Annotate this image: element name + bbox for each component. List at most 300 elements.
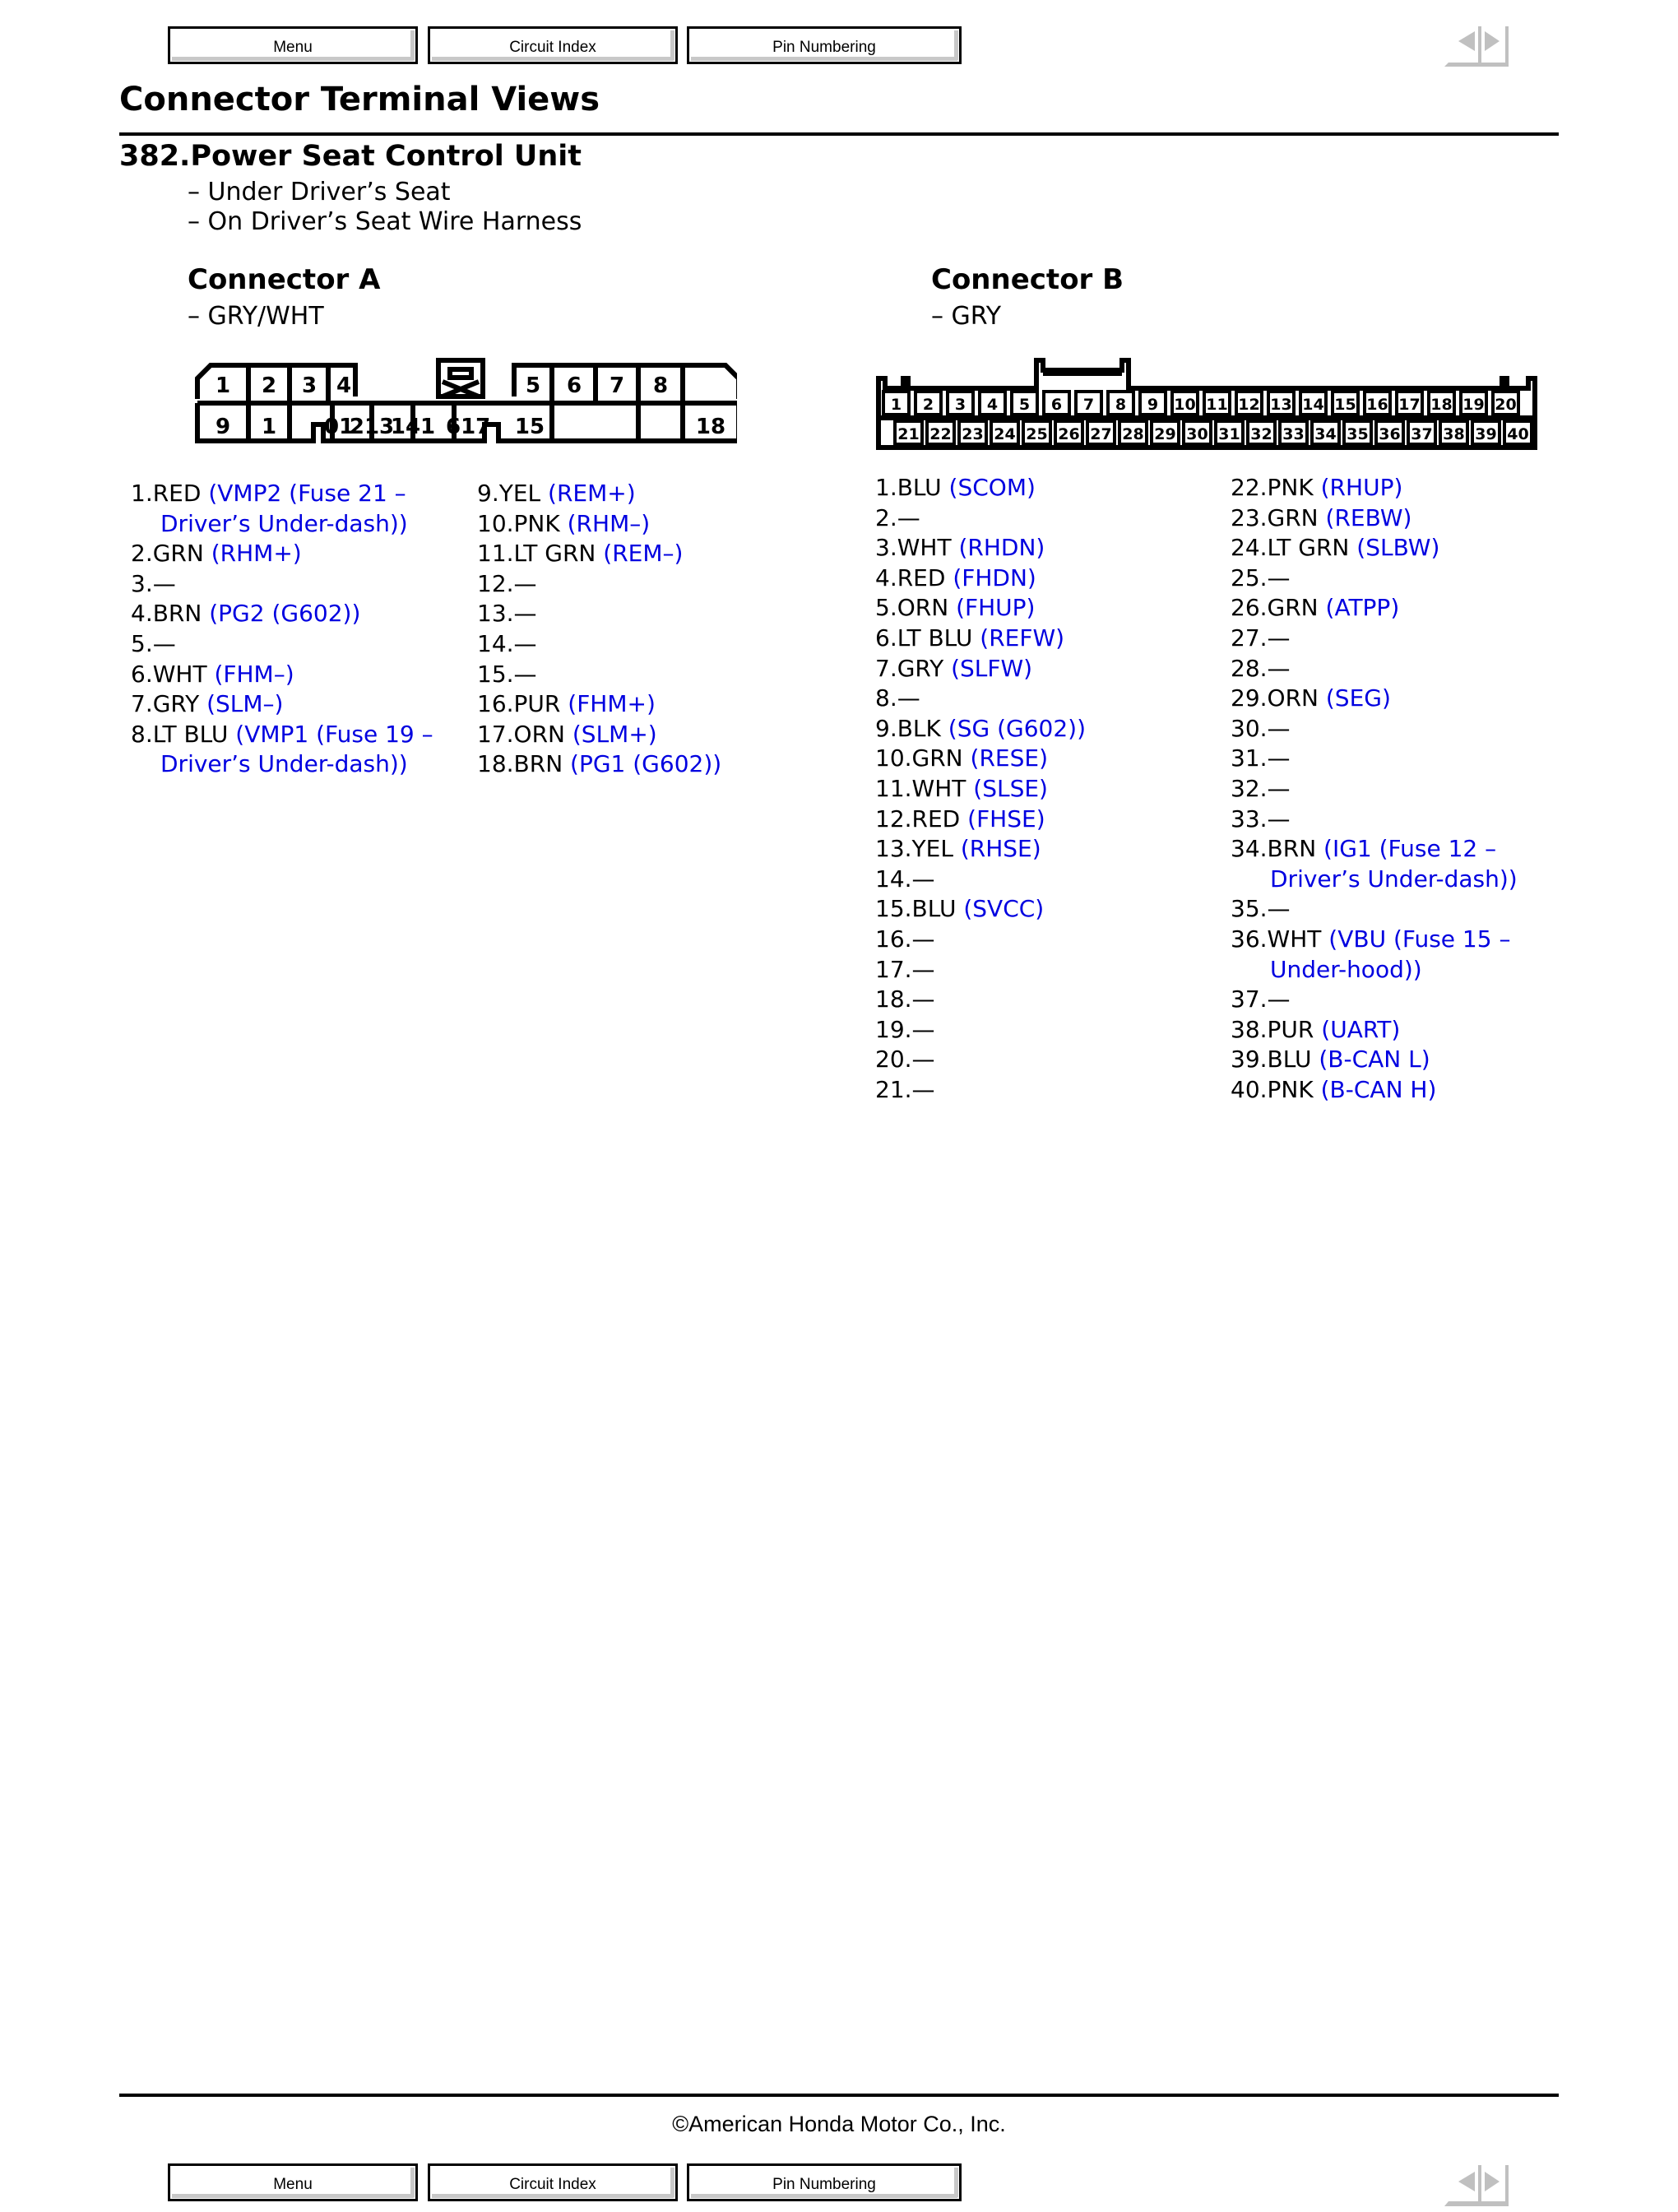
pin-row [477,539,721,569]
pin-row [1231,473,1518,503]
pin-row [131,660,433,690]
prev-arrow-icon[interactable] [1458,2172,1475,2191]
svg-text:14: 14 [1302,396,1324,414]
wire-color: BLK [897,714,941,742]
signal-name: (SLM+) [564,720,657,748]
signal-name: (SLM–) [199,690,284,718]
pin-row [1231,533,1518,563]
circuit-index-button-bottom[interactable] [428,2163,678,2201]
signal-name: (REM–) [596,540,684,568]
pin-number: 9. [477,480,499,507]
circuit-index-button-label: Circuit Index [509,2176,596,2193]
pin-numbering-button-bottom[interactable] [687,2163,962,2201]
signal-name: (FHSE) [960,805,1045,832]
pin-row [875,955,1086,985]
svg-text:15: 15 [514,415,545,439]
pager-control-bottom [1444,2160,1518,2206]
signal-name: (FHUP) [948,594,1036,622]
pin-row [875,834,1086,865]
pin-number: 21. [875,1075,912,1103]
pin-row [875,714,1086,744]
wire-color: LT BLU [152,720,229,748]
pin-number: 12. [477,569,514,597]
connector-a-pins-col2 [477,479,721,780]
svg-text:16: 16 [1366,396,1388,414]
wire-color: LT GRN [1267,534,1350,562]
pin-number: 25. [1231,563,1268,591]
svg-text:4: 4 [986,396,999,414]
pin-row [1231,684,1518,714]
wire-color: PNK [1267,474,1314,501]
svg-text:39: 39 [1475,425,1497,443]
pin-number: 18. [875,985,912,1013]
svg-text:3: 3 [301,373,318,398]
wire-color: — [911,1015,935,1043]
wire-color: ORN [1267,684,1319,712]
page-title: Connector Terminal Views [119,81,600,118]
pin-row [875,985,1086,1015]
signal-name: (VMP1 (Fuse 19 – [228,720,433,748]
pin-row [131,539,433,569]
pin-row [1231,1015,1518,1046]
svg-text:213: 213 [349,415,395,439]
wire-color: — [1267,805,1291,832]
pin-row [875,1045,1086,1075]
svg-text:9: 9 [215,415,231,439]
pin-number: 6. [131,660,153,688]
svg-text:19: 19 [1462,396,1485,414]
pin-number: 4. [875,563,897,591]
wire-color: GRY [897,654,944,682]
wire-color: GRN [1267,594,1319,622]
pin-number: 26. [1231,594,1268,622]
wire-color: — [911,865,935,893]
menu-button-label: Menu [273,2176,313,2193]
pin-number: 13. [875,835,912,863]
svg-text:10: 10 [1174,396,1196,414]
pin-row [1231,624,1518,654]
wire-color: LT GRN [513,540,596,568]
signal-name: (RHSE) [953,835,1041,863]
pin-number: 5. [875,594,897,622]
pin-number: 11. [477,540,514,568]
wire-color: — [911,1075,935,1103]
signal-name: (IG1 (Fuse 12 – [1316,835,1497,863]
svg-text:18: 18 [1430,396,1453,414]
connector-b-color: – GRY [931,302,1002,331]
svg-text:6: 6 [1050,396,1063,414]
svg-text:33: 33 [1282,425,1305,443]
pin-row [875,473,1086,503]
pager-control [1444,23,1518,69]
pin-number: 38. [1231,1015,1268,1043]
wire-color: — [152,629,176,657]
pin-row [477,629,721,660]
svg-text:7: 7 [1082,396,1095,414]
signal-name: (PG2 (G602)) [202,600,361,628]
wire-color: — [1267,985,1291,1013]
pin-row [875,1015,1086,1046]
svg-text:26: 26 [1058,425,1080,443]
signal-name: (SG (G602)) [940,714,1086,742]
wire-color: PNK [513,509,560,537]
pin-row [875,684,1086,714]
wire-color: YEL [498,480,541,507]
pin-number: 22. [1231,474,1268,501]
wire-color: BLU [1267,1046,1312,1074]
pin-row [131,599,433,629]
wire-color: — [1267,895,1291,923]
pin-number: 28. [1231,654,1268,682]
pin-row [477,509,721,540]
pin-number: 10. [875,744,912,772]
pin-row [1231,805,1518,835]
signal-continuation: Driver’s Under-dash)) [1270,865,1518,893]
pin-number: 36. [1231,925,1268,953]
svg-text:15: 15 [1334,396,1356,414]
pin-number: 17. [477,720,514,748]
pin-row [875,533,1086,563]
signal-name: (ATPP) [1318,594,1400,622]
signal-name: (B-CAN L) [1311,1046,1430,1074]
svg-text:12: 12 [1238,396,1260,414]
pin-number: 16. [477,690,514,718]
pin-row [131,629,433,660]
pin-numbering-button-label: Pin Numbering [772,39,876,56]
pin-row [875,894,1086,925]
location-1: – Under Driver’s Seat [188,178,451,206]
signal-name: (REBW) [1318,503,1412,531]
wire-color: — [1267,774,1291,802]
signal-name: (SLSE) [966,774,1048,802]
pin-number: 11. [875,774,912,802]
wire-color: BRN [513,750,563,778]
footer-divider [119,2094,1559,2097]
wire-color: — [1267,563,1291,591]
signal-name: (SVCC) [956,895,1045,923]
pin-number: 15. [477,660,514,688]
pin-number: 8. [875,684,897,712]
next-arrow-icon[interactable] [1485,2172,1500,2191]
pin-row [477,720,721,750]
signal-continuation: Under-hood)) [1270,955,1422,983]
pin-number: 27. [1231,624,1268,652]
signal-name: (REFW) [972,624,1065,652]
svg-text:5: 5 [1018,396,1031,414]
pin-number: 39. [1231,1046,1268,1074]
svg-text:20: 20 [1495,396,1517,414]
svg-text:8: 8 [1115,396,1127,414]
pin-number: 13. [477,600,514,628]
svg-text:24: 24 [994,425,1016,443]
connector-b-pins-col2 [1231,473,1518,1105]
pin-row [875,805,1086,835]
pin-number: 24. [1231,534,1268,562]
svg-text:1: 1 [215,373,231,398]
pin-row [1231,774,1518,805]
connector-b-pins-col1 [875,473,1086,1105]
wire-color: ORN [897,594,949,622]
pin-number: 30. [1231,714,1268,742]
svg-text:4: 4 [336,373,352,398]
pin-row [875,654,1086,684]
pin-number: 1. [875,474,897,501]
wire-color: — [513,629,537,657]
pin-number: 23. [1231,503,1268,531]
wire-color: — [897,503,920,531]
svg-text:11: 11 [1206,396,1228,414]
pin-number: 1. [131,480,153,507]
svg-text:8: 8 [652,373,669,398]
pin-row [875,624,1086,654]
signal-name: (RHM–) [559,509,651,537]
pin-number: 40. [1231,1075,1268,1103]
pin-number: 6. [875,624,897,652]
pin-number: 20. [875,1046,912,1074]
wire-color: GRN [152,540,204,568]
signal-name: (RHM+) [203,540,302,568]
svg-text:17: 17 [1398,396,1421,414]
circuit-index-button[interactable] [428,26,678,64]
pin-number: 5. [131,629,153,657]
pin-number: 32. [1231,774,1268,802]
signal-name: (VMP2 (Fuse 21 – [201,480,406,507]
svg-text:13: 13 [1270,396,1292,414]
connector-a-pins-col1 [131,479,433,780]
pin-row [1231,1075,1518,1106]
signal-name: (FHM–) [206,660,294,688]
connector-b-title: Connector B [931,263,1124,296]
pin-row [477,689,721,720]
signal-name: (SLFW) [943,654,1033,682]
component-heading: 382.Power Seat Control Unit [119,140,582,173]
title-divider [119,132,1559,136]
pin-numbering-button-label: Pin Numbering [772,2176,876,2193]
signal-name: (B-CAN H) [1313,1075,1437,1103]
svg-text:2: 2 [922,396,934,414]
pin-row [131,720,433,750]
signal-name: (FHDN) [945,563,1036,591]
bottom-navbar [0,2160,1678,2210]
svg-text:1: 1 [890,396,902,414]
svg-text:32: 32 [1250,425,1272,443]
wire-color: — [911,955,935,983]
pin-row [131,689,433,720]
pin-row [1231,744,1518,774]
svg-text:27: 27 [1090,425,1112,443]
svg-text:40: 40 [1507,425,1529,443]
svg-text:3: 3 [954,396,966,414]
location-2: – On Driver’s Seat Wire Harness [188,207,582,236]
pin-number: 31. [1231,744,1268,772]
pin-row [875,865,1086,895]
wire-color: RED [911,805,961,832]
pager-base [1444,63,1509,67]
pin-number: 2. [131,540,153,568]
wire-color: WHT [897,534,952,562]
signal-name: (UART) [1314,1015,1401,1043]
pin-number: 14. [477,629,514,657]
pin-row [1231,563,1518,594]
connector-a-title: Connector A [188,263,381,296]
pin-number: 9. [875,714,897,742]
wire-color: GRY [152,690,200,718]
pin-row [477,749,721,780]
signal-name: (SEG) [1318,684,1391,712]
copyright-text: ©American Honda Motor Co., Inc. [672,2112,1006,2136]
menu-button[interactable] [168,26,418,64]
wire-color: RED [897,563,946,591]
wire-color: LT BLU [897,624,973,652]
pin-row [875,1075,1086,1106]
pin-row [1231,1045,1518,1075]
wire-color: GRN [1267,503,1319,531]
connector-a-color: – GRY/WHT [188,302,324,331]
wire-color: WHT [911,774,966,802]
wire-color: — [513,660,537,688]
pin-row [131,569,433,600]
signal-name: (RHDN) [951,534,1045,562]
pin-number: 4. [131,600,153,628]
pin-row [875,744,1086,774]
pin-number: 10. [477,509,514,537]
wire-color: BRN [152,600,202,628]
pin-number: 19. [875,1015,912,1043]
menu-button-bottom[interactable] [168,2163,418,2201]
signal-name: (VBU (Fuse 15 – [1321,925,1511,953]
svg-text:23: 23 [962,425,984,443]
wire-color: — [911,925,935,953]
svg-text:29: 29 [1154,425,1176,443]
pin-row [477,569,721,600]
pager-divider [1478,2165,1481,2201]
signal-name: (PG1 (G602)) [563,750,722,778]
pin-number: 18. [477,750,514,778]
wire-color: — [152,569,176,597]
svg-text:1: 1 [261,415,277,439]
svg-text:2: 2 [261,373,277,398]
wire-color: WHT [1267,925,1322,953]
pin-numbering-button[interactable] [687,26,962,64]
pin-number: 17. [875,955,912,983]
wire-color: — [911,1046,935,1074]
signal-continuation: Driver’s Under-dash)) [160,509,408,537]
svg-text:25: 25 [1026,425,1048,443]
svg-text:36: 36 [1379,425,1401,443]
wire-color: GRN [911,744,963,772]
pin-number: 33. [1231,805,1268,832]
pin-number: 2. [875,503,897,531]
pin-number: 12. [875,805,912,832]
menu-button-label: Menu [273,39,313,56]
svg-text:30: 30 [1186,425,1208,443]
wire-color: YEL [911,835,953,863]
wire-color: WHT [152,660,207,688]
circuit-index-button-label: Circuit Index [509,39,596,56]
wire-color: PUR [1267,1015,1314,1043]
pin-row [875,503,1086,534]
pin-row [1231,925,1518,955]
pager-edge [1505,26,1509,63]
wire-color: — [1267,624,1291,652]
wire-color: BRN [1267,835,1317,863]
pin-row [875,593,1086,624]
wire-color: BLU [911,895,957,923]
svg-text:18: 18 [695,415,726,439]
pin-row [131,479,433,509]
top-navbar [0,23,1678,72]
wire-color: — [911,985,935,1013]
pin-row [1231,985,1518,1015]
wire-color: — [513,600,537,628]
svg-text:34: 34 [1314,425,1337,443]
pin-number: 3. [875,534,897,562]
signal-name: (RESE) [962,744,1048,772]
signal-name: (RHUP) [1313,474,1403,501]
pin-row [1231,714,1518,744]
pin-row [875,774,1086,805]
svg-text:9: 9 [1147,396,1159,414]
wire-color: — [1267,744,1291,772]
pin-row [1231,503,1518,534]
pager-base [1444,2201,1509,2206]
wire-color: — [1267,714,1291,742]
pin-row [477,660,721,690]
pager-edge [1505,2165,1509,2201]
wire-color: PNK [1267,1075,1314,1103]
pin-row [1231,894,1518,925]
pin-number: 15. [875,895,912,923]
svg-text:5: 5 [525,373,541,398]
svg-text:6: 6 [566,373,582,398]
pin-row [875,925,1086,955]
pin-number: 37. [1231,985,1268,1013]
pager-divider [1478,26,1481,63]
next-arrow-icon[interactable] [1485,31,1500,51]
pin-row [1231,593,1518,624]
pin-number: 7. [131,690,153,718]
svg-text:22: 22 [929,425,952,443]
svg-text:37: 37 [1411,425,1433,443]
pin-number: 3. [131,569,153,597]
pin-number: 35. [1231,895,1268,923]
signal-name: (SLBW) [1349,534,1440,562]
svg-text:01: 01 [324,415,355,439]
svg-text:21: 21 [897,425,920,443]
pin-number: 7. [875,654,897,682]
signal-continuation: Driver’s Under-dash)) [160,750,408,778]
pin-row [477,599,721,629]
wire-color: — [1267,654,1291,682]
svg-text:38: 38 [1443,425,1465,443]
signal-name: (REM+) [540,480,636,507]
connector-a-diagram [194,354,737,446]
pin-number: 14. [875,865,912,893]
connector-b-diagram [875,355,1540,451]
prev-arrow-icon[interactable] [1458,31,1475,51]
pin-number: 29. [1231,684,1268,712]
pin-row [1231,654,1518,684]
wire-color: — [513,569,537,597]
wire-color: RED [152,480,202,507]
svg-text:7: 7 [609,373,625,398]
wire-color: PUR [513,690,561,718]
wire-color: — [897,684,920,712]
svg-text:35: 35 [1347,425,1369,443]
wire-color: BLU [897,474,942,501]
pin-number: 8. [131,720,153,748]
pin-row [477,479,721,509]
